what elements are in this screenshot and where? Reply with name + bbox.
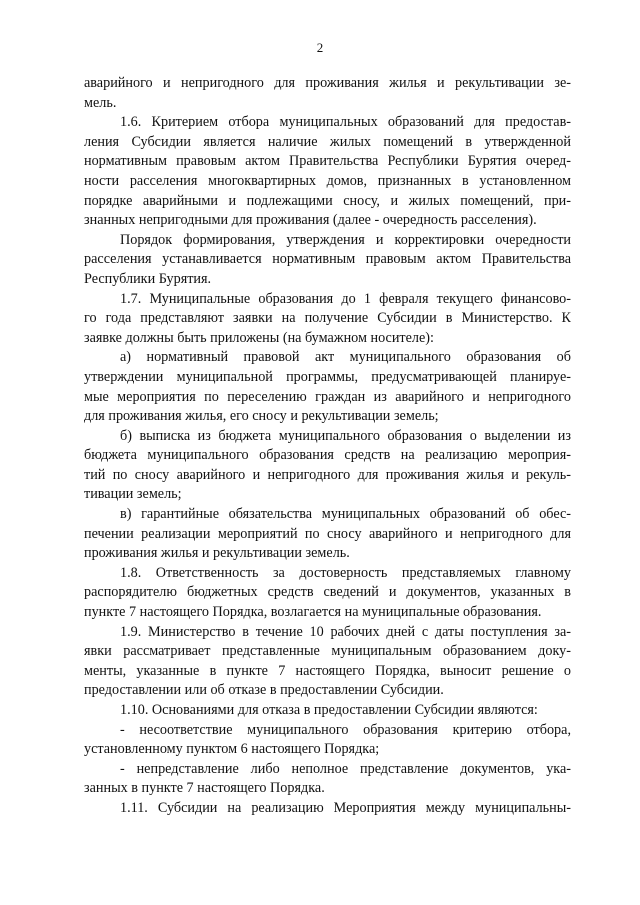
text-line: явки рассматривает представленные муниципальным образованием доку-: [84, 643, 571, 660]
text-line: менты, указанные в пункте 7 настоящего Порядка, выносит решение о: [84, 662, 571, 679]
text-line: пункте 7 настоящего Порядка, возлагается на муниципальные образования.: [84, 604, 542, 621]
text-line: для проживания жилья, его сносу и рекультивации земель;: [84, 408, 439, 425]
text-line: 1.10. Основаниями для отказа в предоставлении Субсидии являются:: [120, 702, 538, 718]
text-line: тивации земель;: [84, 486, 182, 503]
text-line: тий по сносу аварийного и непригодного для проживания жилья и рекуль-: [84, 466, 571, 483]
text-line: Республики Бурятия.: [84, 270, 212, 287]
text-line: ности расселения многоквартирных домов, признанных в установленном: [84, 172, 571, 189]
page-number: 2: [316, 40, 324, 55]
text-line: - непредставление либо неполное представление документов, ука-: [120, 760, 571, 777]
text-line: 1.8. Ответственность за достоверность представляемых главному: [120, 564, 571, 581]
text-line: ления Субсидии является наличие жилых помещений в утвержденной: [84, 133, 571, 150]
text-line: печении реализации мероприятий по сносу аварийного и непригодного для: [84, 525, 571, 542]
text-line: установленному пунктом 6 настоящего Порядка;: [84, 741, 380, 758]
text-line: заявке должны быть приложены (на бумажном носителе):: [84, 329, 434, 346]
text-line: а) нормативный правовой акт муниципального образования об: [120, 349, 571, 366]
text-line: мель.: [84, 94, 117, 111]
text-line: 1.11. Субсидии на реализацию Мероприятия между муниципальны-: [120, 799, 571, 816]
text-line: б) выписка из бюджета муниципального образования о выделении из: [120, 427, 571, 444]
text-line: утверждении муниципальной программы, предусматривающей планируе-: [84, 368, 571, 385]
text-line: в) гарантийные обязательства муниципальных образований об обес-: [120, 506, 571, 523]
text-line: бюджета муниципального образования средств на реализацию мероприя-: [84, 447, 571, 464]
text-line: распорядителю бюджетных средств сведений и документов, указанных в: [84, 584, 571, 601]
text-line: го года представляют заявки на получение Субсидии в Министерство. К: [84, 310, 571, 327]
text-line: предоставлении или об отказе в предоставлении Субсидии.: [84, 682, 444, 699]
text-line: нормативным правовым актом Правительства Республики Бурятия очеред-: [84, 153, 571, 170]
text-line: - несоответствие муниципального образования критерию отбора,: [120, 721, 571, 738]
text-line: порядке аварийными и подлежащими сносу, и жилых помещений, при-: [84, 192, 571, 209]
text-line: расселения устанавливается нормативным правовым актом Правительства: [84, 251, 571, 268]
text-line: занных в пункте 7 настоящего Порядка.: [84, 780, 325, 797]
text-line: Порядок формирования, утверждения и корректировки очередности: [120, 231, 571, 248]
document-body: [84, 74, 571, 819]
text-line: 1.7. Муниципальные образования до 1 февраля текущего финансово-: [120, 290, 571, 307]
text-line: 1.6. Критерием отбора муниципальных образований для предостав-: [120, 114, 571, 131]
text-line: проживания жилья и рекультивации земель.: [84, 545, 350, 562]
text-line: 1.9. Министерство в течение 10 рабочих дней с даты поступления за-: [120, 623, 571, 640]
text-line: аварийного и непригодного для проживания жилья и рекультивации зе-: [84, 75, 571, 91]
text-line: мые мероприятия по переселению граждан из аварийного и непригодного: [84, 388, 571, 405]
text-line: знанных непригодными для проживания (далее - очередность расселения).: [84, 212, 537, 229]
